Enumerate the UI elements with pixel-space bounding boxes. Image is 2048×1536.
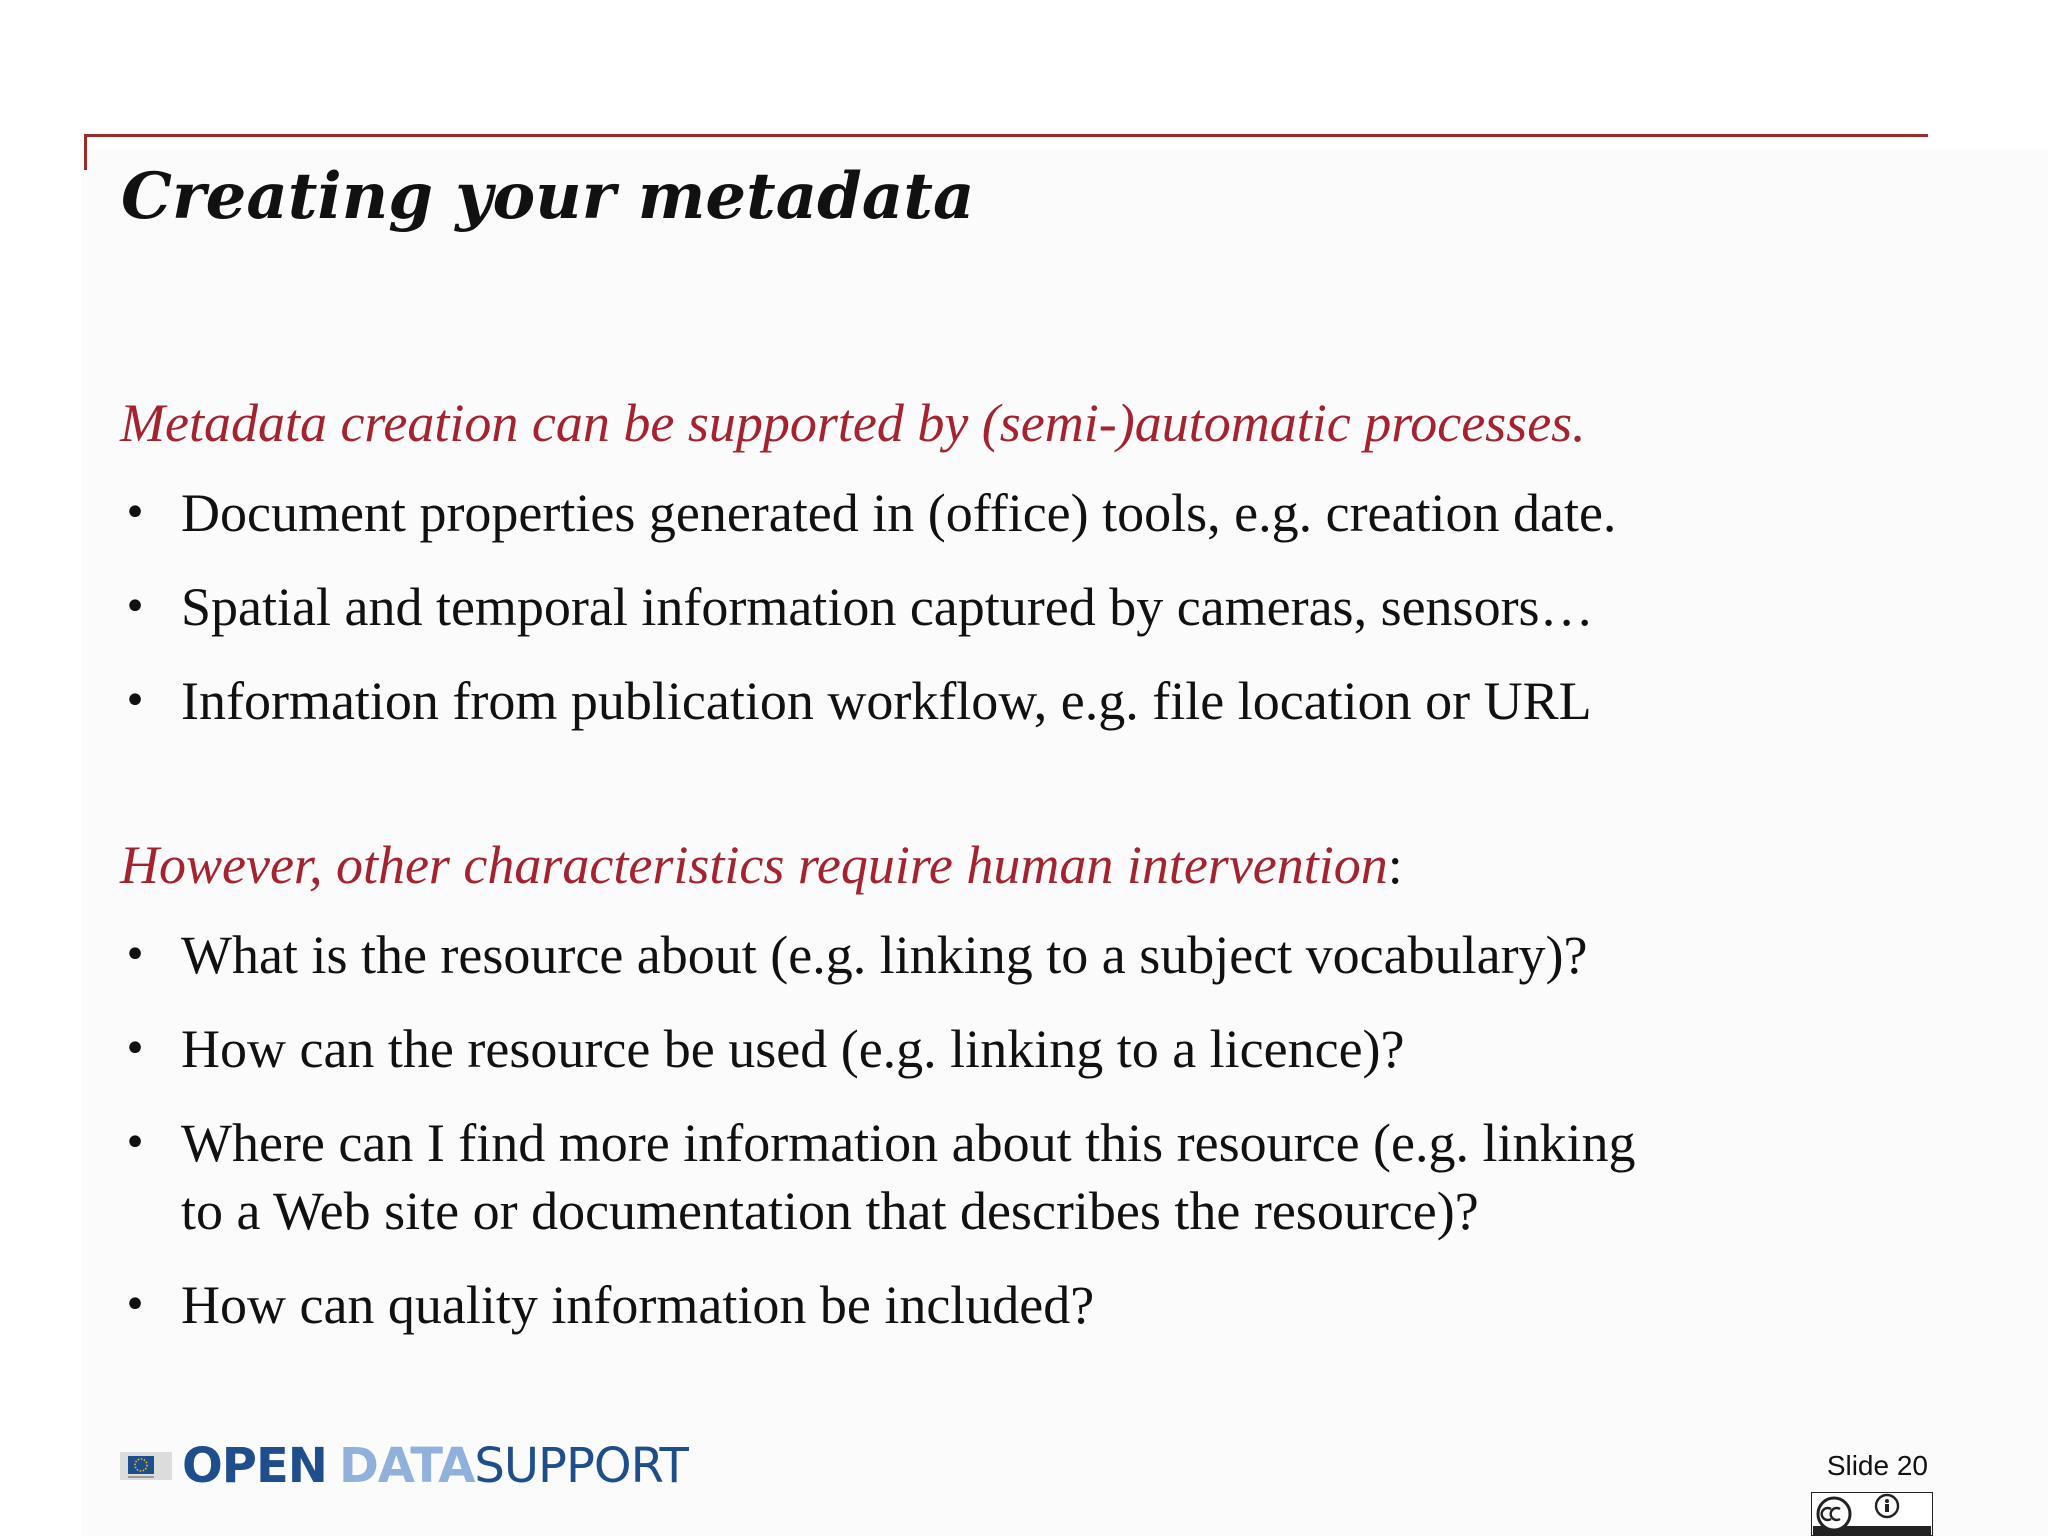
bullet-icon: •: [123, 490, 147, 536]
list-item: [120, 573, 1920, 641]
logo-wordmark: [182, 1438, 688, 1494]
list-item-text: How can quality information be included?: [181, 1275, 1095, 1335]
slide-content: [120, 385, 1920, 1365]
bullet-icon: •: [123, 678, 147, 724]
list-item: [120, 921, 1920, 989]
title-rule-tick: [84, 134, 87, 170]
list-item-text: Document properties generated in (office) tools, e.g. creation date.: [181, 483, 1617, 543]
list-item-text: How can the resource be used (e.g. linking to a licence)?: [181, 1019, 1405, 1079]
bullet-icon: •: [123, 1026, 147, 1072]
list-item: [120, 1109, 1920, 1245]
logo-open-text: OPEN: [182, 1438, 327, 1494]
list-item-text: Where can I find more information about this resource (e.g. linking: [181, 1113, 1636, 1173]
bullet-icon: •: [123, 1120, 147, 1166]
section-auto-lead-text: Metadata creation can be supported by (semi-)automatic processes.: [120, 393, 1586, 453]
section-human-list: [120, 921, 1920, 1339]
list-item-text: Information from publication workflow, e.g. file location or URL: [181, 671, 1592, 731]
cc-by-icon: [1811, 1492, 1933, 1536]
section-human-lead-text: However, other characteristics require human intervention: [120, 835, 1388, 895]
section-human-lead: [120, 827, 1920, 903]
logo-data-text: DATA: [338, 1438, 475, 1494]
section-spacer: [120, 761, 1920, 827]
logo-support-text: SUPPORT: [474, 1438, 688, 1494]
section-auto-list: [120, 479, 1920, 735]
list-item: [120, 479, 1920, 547]
eu-flag-icon: [120, 1448, 172, 1484]
list-item-text: What is the resource about (e.g. linking to a subject vocabulary)?: [181, 925, 1588, 985]
bullet-icon: •: [123, 932, 147, 978]
list-item-text-continued: to a Web site or documentation that describes the resource)?: [181, 1181, 1479, 1241]
slide-title: Creating your metadata: [121, 159, 975, 234]
list-item: [120, 1015, 1920, 1083]
slide-number: Slide 20: [1826, 1450, 1928, 1481]
section-human-lead-colon: :: [1387, 835, 1403, 895]
list-item-text: Spatial and temporal information captured by cameras, sensors…: [181, 577, 1594, 637]
title-rule: [84, 134, 1928, 137]
bullet-icon: •: [123, 1282, 147, 1328]
list-item: [120, 1271, 1920, 1339]
open-data-support-logo: [120, 1436, 688, 1496]
bullet-icon: •: [123, 584, 147, 630]
section-auto-lead: [120, 385, 1920, 461]
list-item: [120, 667, 1920, 735]
